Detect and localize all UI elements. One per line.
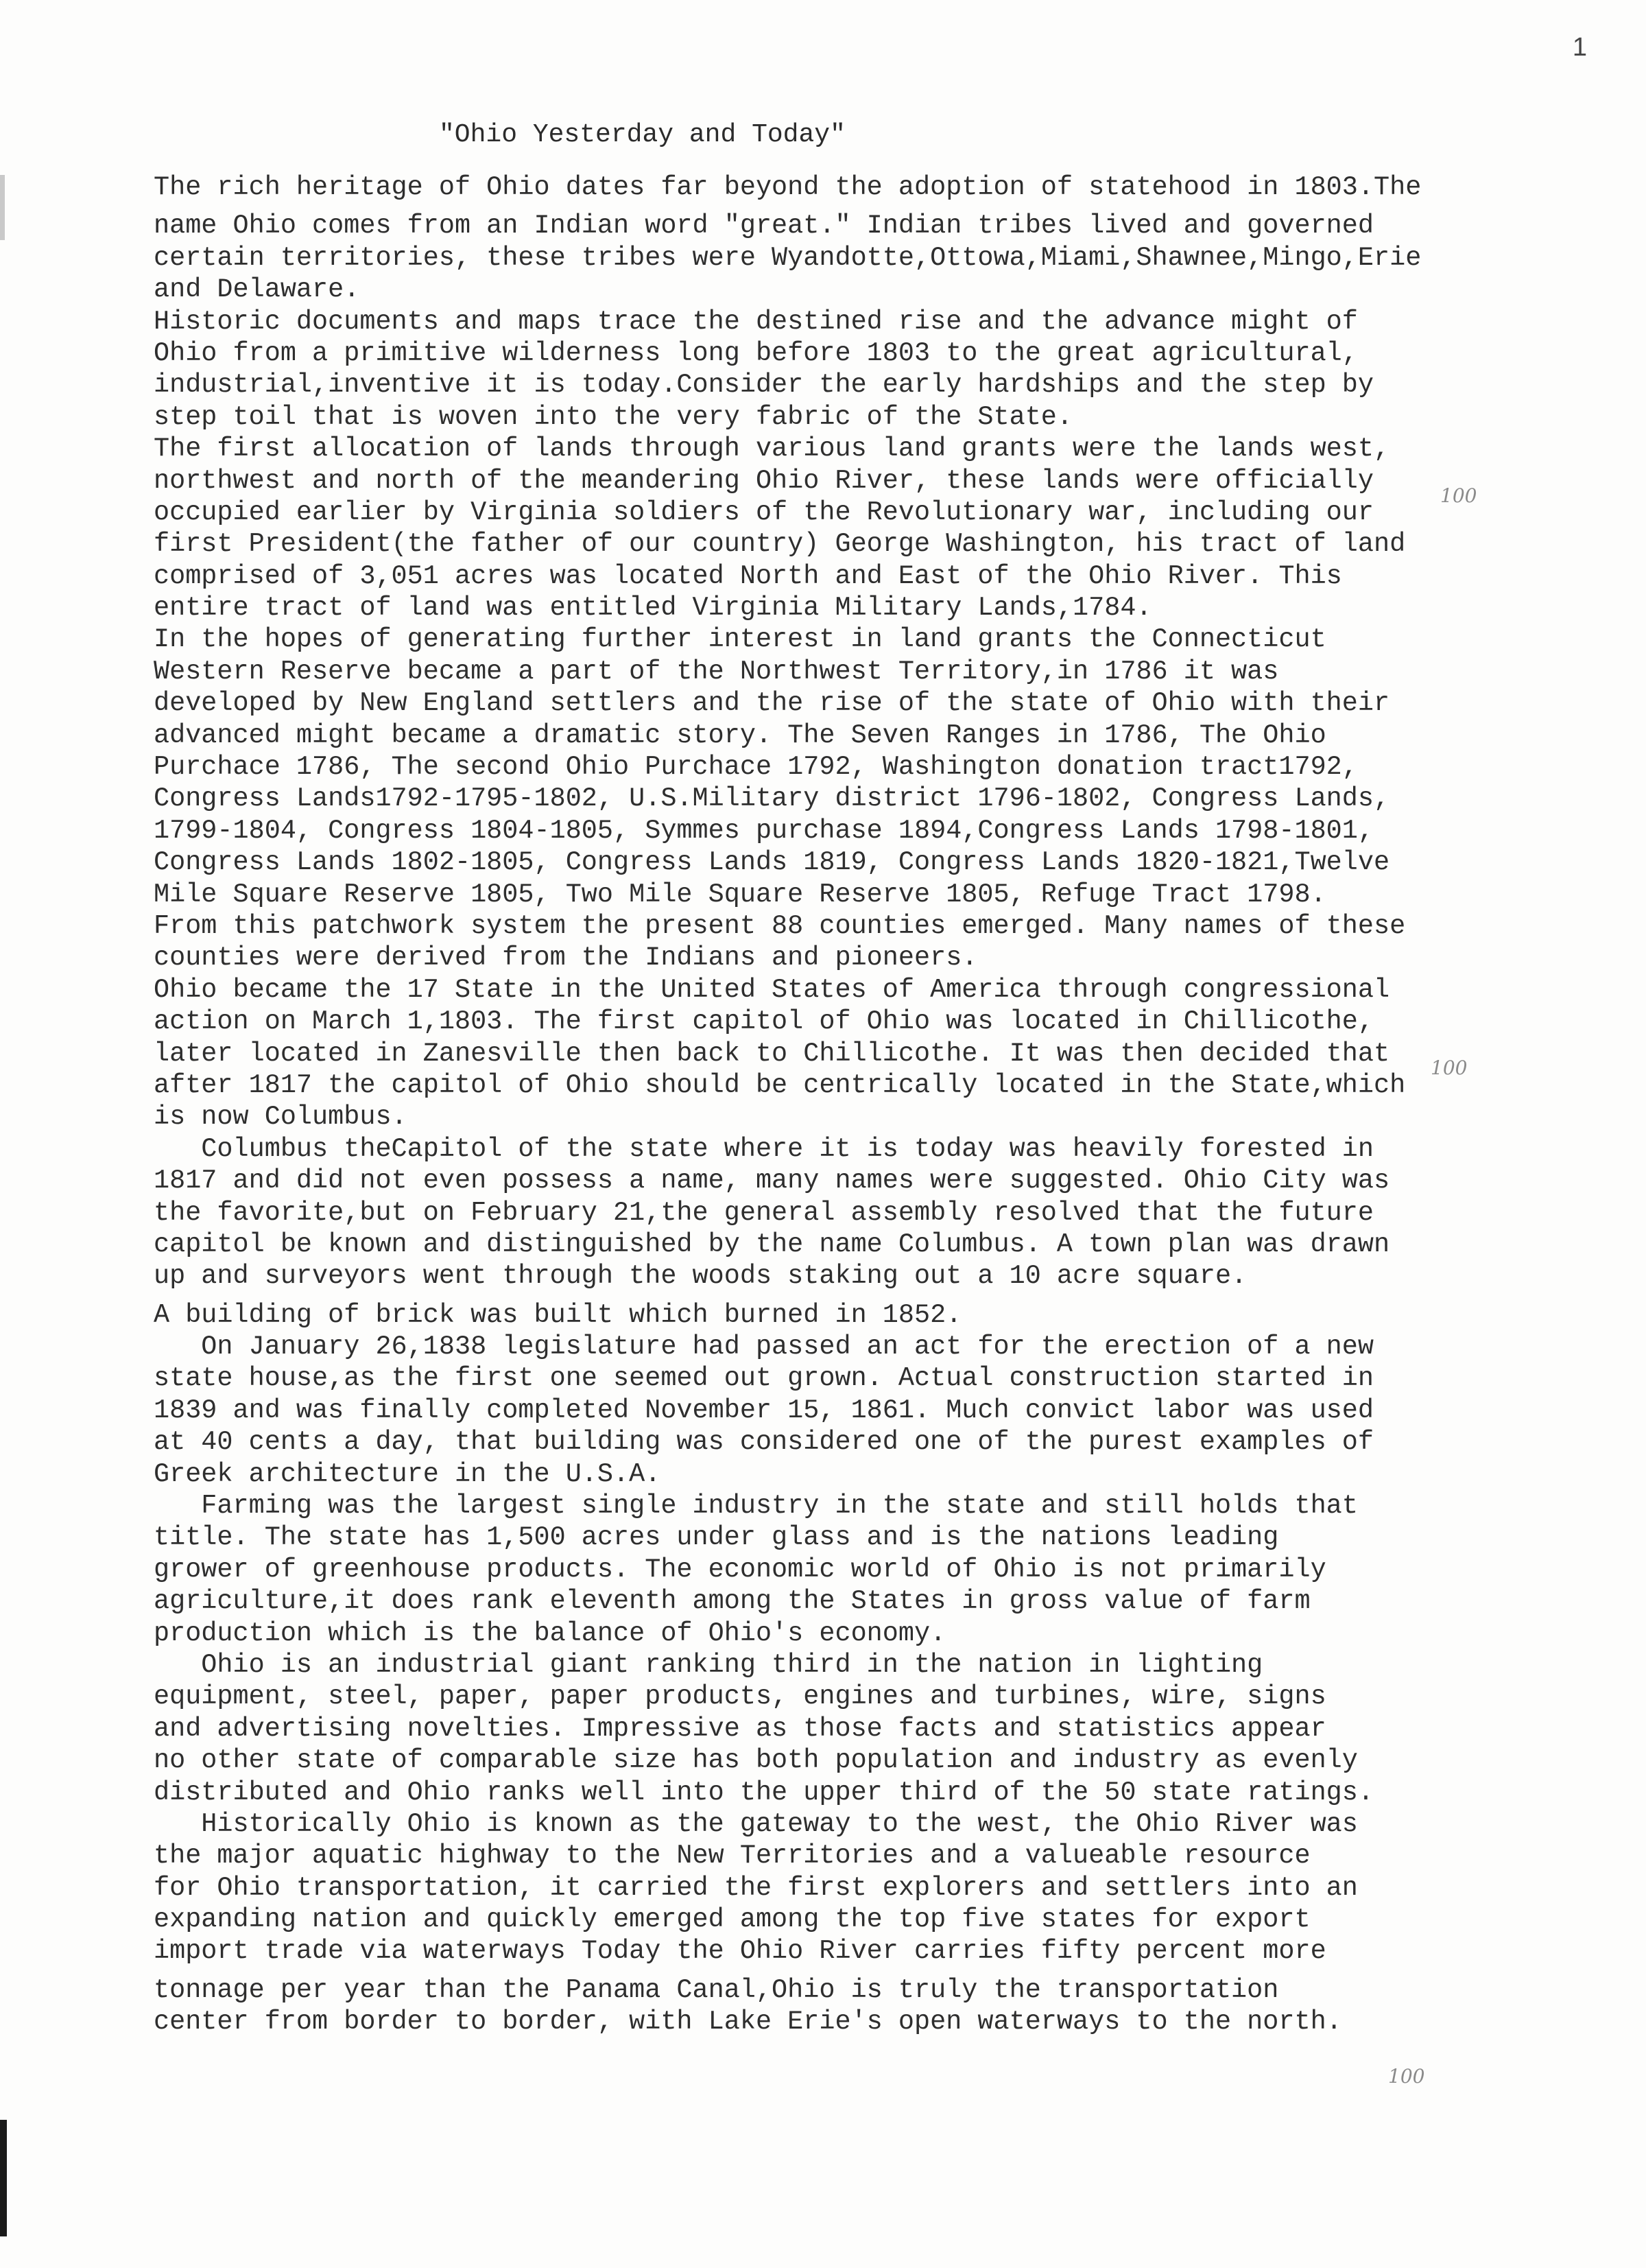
text-line: step toil that is woven into the very fabric of the State. (154, 401, 1073, 432)
text-line: and advertising novelties. Impressive as those facts and statistics appear (154, 1713, 1326, 1744)
text-line: production which is the balance of Ohio's economy. (154, 1618, 946, 1649)
text-line: The rich heritage of Ohio dates far beyond the adoption of statehood in 1803.The (154, 172, 1422, 202)
text-line: title. The state has 1,500 acres under glass and is the nations leading (154, 1522, 1279, 1553)
text-line: industrial,inventive it is today.Consider the early hardships and the step by (154, 370, 1374, 401)
margin-note: 100 (1440, 484, 1477, 507)
text-line: Purchace 1786, The second Ohio Purchace 1792, Washington donation tract1792, (154, 752, 1358, 783)
text-line: expanding nation and quickly emerged among the top five states for export (154, 1904, 1311, 1935)
text-line: distributed and Ohio ranks well into the upper third of the 50 state ratings. (154, 1777, 1374, 1808)
scan-edge-mark (0, 175, 5, 240)
text-line: equipment, steel, paper, paper products, engines and turbines, wire, signs (154, 1681, 1326, 1712)
scan-edge-mark (0, 2120, 7, 2236)
text-line: Ohio became the 17 State in the United States of America through congressional (154, 974, 1390, 1005)
text-line: northwest and north of the meandering Ohio River, these lands were officially (154, 465, 1374, 496)
text-line: Ohio is an industrial giant ranking third in the nation in lighting (154, 1649, 1263, 1680)
text-line: import trade via waterways Today the Ohio River carries fifty percent more (154, 1936, 1326, 1967)
margin-note: 100 (1431, 1056, 1468, 1079)
text-line: On January 26,1838 legislature had passed an act for the erection of a new (154, 1332, 1374, 1362)
text-line: 1839 and was finally completed November 15, 1861. Much convict labor was used (154, 1395, 1374, 1426)
document-body (154, 172, 1498, 2038)
text-line: 1817 and did not even possess a name, many names were suggested. Ohio City was (154, 1166, 1390, 1196)
text-line: The first allocation of lands through various land grants were the lands west, (154, 434, 1390, 464)
text-line: certain territories, these tribes were Wyandotte,Ottowa,Miami,Shawnee,Mingo,Erie (154, 242, 1422, 273)
text-line: up and surveyors went through the woods staking out a 10 acre square. (154, 1261, 1248, 1292)
text-line: name Ohio comes from an Indian word "great." Indian tribes lived and governed (154, 211, 1374, 241)
text-line: Historic documents and maps trace the destined rise and the advance might of (154, 306, 1358, 337)
text-line: grower of greenhouse products. The economic world of Ohio is not primarily (154, 1554, 1326, 1585)
text-line: Farming was the largest single industry in the state and still holds that (154, 1491, 1358, 1522)
text-line: In the hopes of generating further interest in land grants the Connecticut (154, 624, 1326, 655)
margin-note: 100 (1388, 2065, 1425, 2088)
text-line: action on March 1,1803. The first capitol of Ohio was located in Chillicothe, (154, 1006, 1374, 1037)
text-line: comprised of 3,051 acres was located North and East of the Ohio River. This (154, 560, 1342, 591)
text-line: after 1817 the capitol of Ohio should be centrically located in the State,which (154, 1070, 1406, 1100)
text-line: Congress Lands 1802-1805, Congress Lands 1819, Congress Lands 1820-1821,Twelve (154, 847, 1390, 878)
text-line: agriculture,it does rank eleventh among the States in gross value of farm (154, 1586, 1311, 1617)
text-line: Western Reserve became a part of the Northwest Territory,in 1786 it was (154, 656, 1279, 687)
document-title: "Ohio Yesterday and Today" (439, 120, 846, 150)
text-line: at 40 cents a day, that building was considered one of the purest examples of (154, 1427, 1374, 1458)
text-line: first President(the father of our country) George Washington, his tract of land (154, 529, 1406, 560)
text-line: and Delaware. (154, 274, 360, 305)
text-line: A building of brick was built which burned in 1852. (154, 1299, 962, 1330)
text-line: state house,as the first one seemed out grown. Actual construction started in (154, 1363, 1374, 1394)
text-line: is now Columbus. (154, 1102, 407, 1133)
text-line: entire tract of land was entitled Virginia Military Lands,1784. (154, 593, 1152, 624)
text-line: counties were derived from the Indians and pioneers. (154, 943, 978, 973)
text-line: the favorite,but on February 21,the general assembly resolved that the future (154, 1197, 1374, 1228)
text-line: From this patchwork system the present 88 counties emerged. Many names of these (154, 910, 1406, 941)
text-line: developed by New England settlers and the rise of the state of Ohio with their (154, 688, 1390, 719)
text-line: no other state of comparable size has both population and industry as evenly (154, 1745, 1358, 1776)
text-line: Mile Square Reserve 1805, Two Mile Square Reserve 1805, Refuge Tract 1798. (154, 879, 1326, 910)
text-line: Greek architecture in the U.S.A. (154, 1458, 661, 1489)
text-line: tonnage per year than the Panama Canal,Ohio is truly the transportation (154, 1974, 1279, 2005)
page-number: 1 (1572, 33, 1587, 62)
text-line: the major aquatic highway to the New Territories and a valueable resource (154, 1841, 1311, 1871)
text-line: later located in Zanesville then back to Chillicothe. It was then decided that (154, 1038, 1390, 1069)
text-line: Congress Lands1792-1795-1802, U.S.Military district 1796-1802, Congress Lands, (154, 783, 1390, 814)
text-line: Ohio from a primitive wilderness long before 1803 to the great agricultural, (154, 338, 1358, 368)
text-line: center from border to border, with Lake Erie's open waterways to the north. (154, 2007, 1342, 2037)
text-line: 1799-1804, Congress 1804-1805, Symmes purchase 1894,Congress Lands 1798-1801, (154, 815, 1374, 846)
text-line: occupied earlier by Virginia soldiers of the Revolutionary war, including our (154, 497, 1374, 528)
text-line: for Ohio transportation, it carried the first explorers and settlers into an (154, 1872, 1358, 1903)
text-line: Columbus theCapitol of the state where it is today was heavily forested in (154, 1133, 1374, 1164)
text-line: advanced might became a dramatic story. The Seven Ranges in 1786, The Ohio (154, 720, 1326, 751)
text-line: capitol be known and distinguished by the name Columbus. A town plan was drawn (154, 1229, 1390, 1260)
text-line: Historically Ohio is known as the gateway to the west, the Ohio River was (154, 1808, 1358, 1839)
